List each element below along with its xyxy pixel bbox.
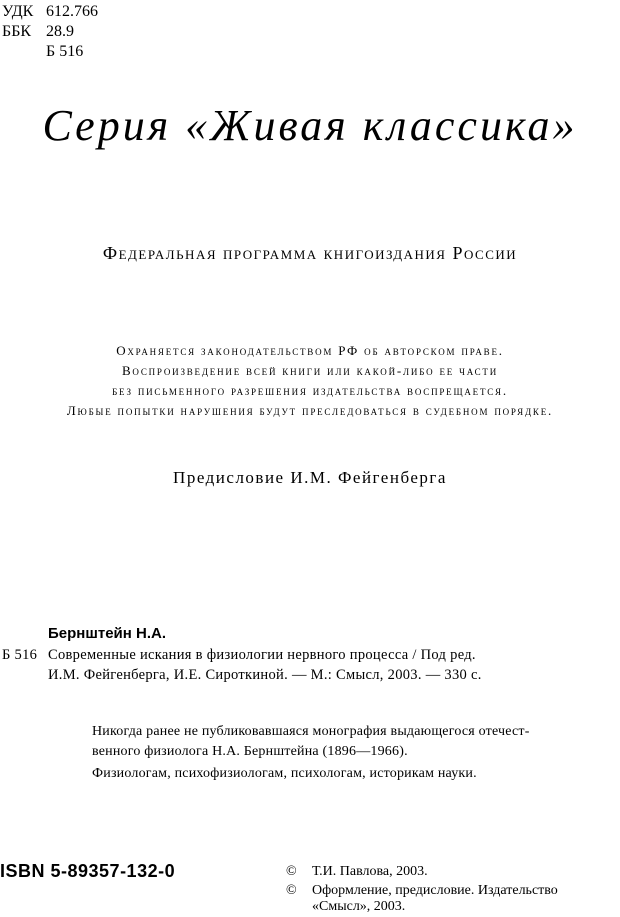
author-sign-code [2, 42, 83, 62]
isbn: ISBN 5-89357-132-0 [0, 861, 176, 881]
annotation-line: Никогда ранее не публиковавшаяся монография выдающегося отечест- [92, 724, 530, 739]
series-title: Серия «Живая классика» [42, 101, 578, 150]
author-sign-value: Б 516 [46, 43, 84, 60]
bbk-code [2, 22, 74, 42]
federal-program: Федеральная программа книгоиздания России [102, 243, 518, 263]
bibliography-code: Б 516 [2, 647, 38, 663]
copyright-symbol: © [286, 883, 297, 898]
udk-label: УДК [2, 3, 34, 20]
copyright-notice-line: Охраняется законодательством РФ об авторском праве. [116, 343, 504, 358]
bibliography-line: Современные искания в физиологии нервного процесса / Под ред. [48, 647, 476, 663]
annotation-line: Физиологам, психофизиологам, психологам, историкам науки. [92, 766, 477, 781]
bibliography-line: И.М. Фейгенберга, И.Е. Сироткиной. — М.: Смысл, 2003. — 330 с. [48, 667, 482, 683]
udk-value: 612.766 [46, 3, 98, 20]
copyright-notice-line: Воспроизведение всей книги или какой-либо ее части [121, 363, 499, 378]
copyright-holder-continued: «Смысл», 2003. [312, 899, 406, 914]
bibliography-author: Бернштейн Н.А. [48, 625, 166, 642]
copyright-notice-line: без письменного разрешения издательства воспрещается. [112, 383, 508, 398]
bbk-value: 28.9 [46, 23, 74, 40]
udk-code [2, 2, 98, 22]
copyright-holder-text: Т.И. Павлова, 2003. [312, 864, 428, 879]
copyright-holder [286, 862, 428, 882]
bbk-label: ББК [2, 23, 32, 40]
copyright-symbol: © [286, 864, 297, 879]
annotation-line: венного физиолога Н.А. Бернштейна (1896—1966). [92, 744, 408, 759]
foreword-credit: Предисловие И.М. Фейгенберга [173, 468, 447, 487]
copyright-holder-text: Оформление, предисловие. Издательство [312, 883, 558, 898]
copyright-notice-line: Любые попытки нарушения будут преследоваться в судебном порядке. [66, 403, 554, 418]
